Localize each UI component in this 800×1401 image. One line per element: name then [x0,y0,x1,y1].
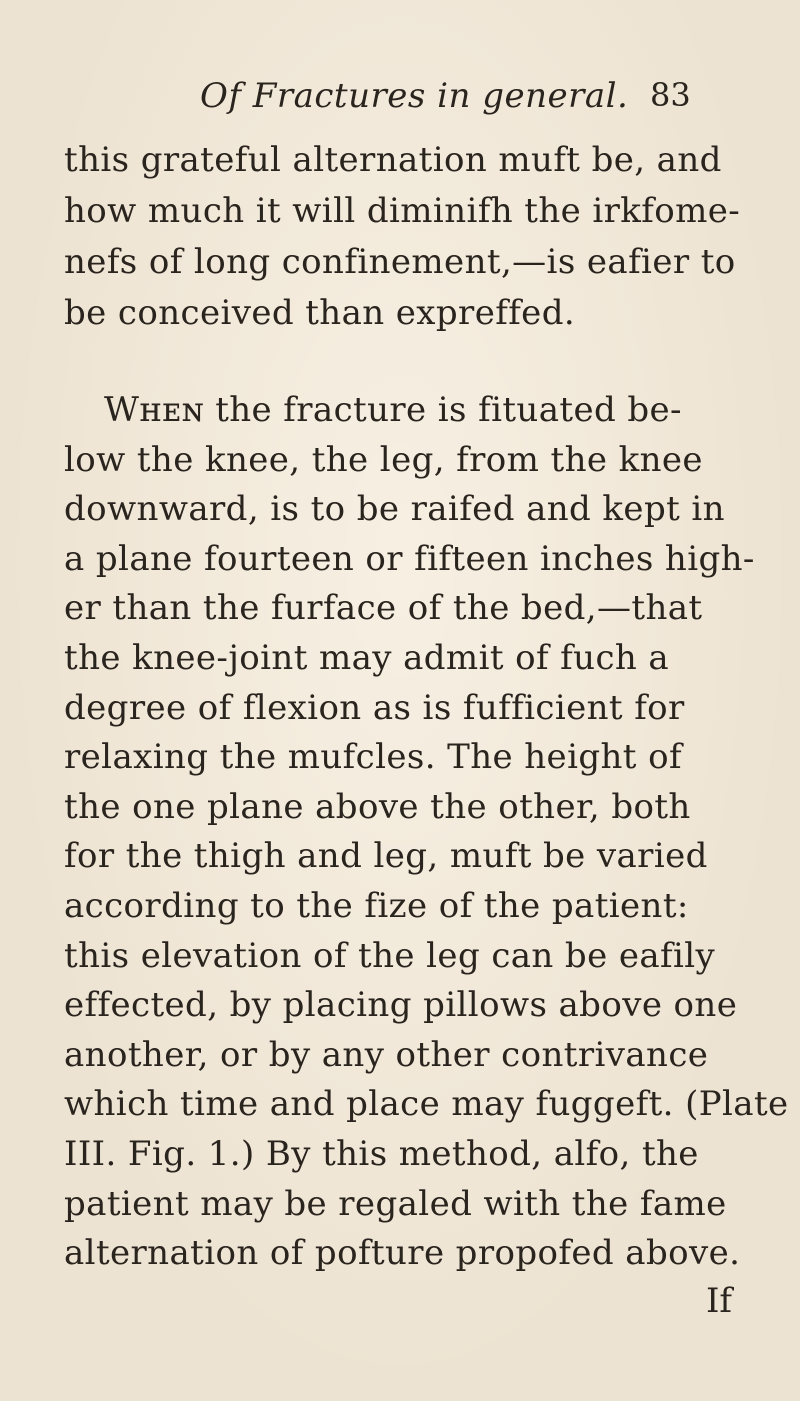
text-line: effected, by placing pillows above one [64,985,738,1025]
text-line: nefs of long confinement,—is eafier to [64,242,736,282]
text-line: er than the furface of the bed,—that [64,588,703,628]
page-number: 83 [650,76,691,114]
text-line: patient may be regaled with the fame [64,1184,727,1224]
running-title: Of Fractures in general. [200,76,629,116]
text-line: Wʜᴇɴ the fracture is fituated be- [104,390,682,430]
text-line: relaxing the mufcles. The height of [64,737,682,777]
text-line: another, or by any other contrivance [64,1035,709,1075]
text-line: the knee-joint may admit of fuch a [64,638,670,678]
text-line: low the knee, the leg, from the knee [64,440,703,480]
catchword: If [706,1281,733,1321]
text-line: this elevation of the leg can be eafily [64,936,716,976]
text-line: this grateful alternation muft be, and [64,140,722,180]
text-line: the one plane above the other, both [64,787,691,827]
text-line: alternation of pofture propofed above. [64,1233,741,1273]
text-line: which time and place may fuggeft. (Plate [64,1084,789,1124]
text-line: be conceived than expreffed. [64,293,576,333]
text-line: downward, is to be raifed and kept in [64,489,725,529]
text-line: how much it will diminifh the irkfome- [64,191,741,231]
text-line: for the thigh and leg, muft be varied [64,836,708,876]
text-line: a plane fourteen or fifteen inches high- [64,539,755,579]
text-line: III. Fig. 1.) By this method, alfo, the [64,1134,699,1174]
text-line: according to the fize of the patient: [64,886,689,926]
text-line: degree of flexion as is fufficient for [64,688,685,728]
